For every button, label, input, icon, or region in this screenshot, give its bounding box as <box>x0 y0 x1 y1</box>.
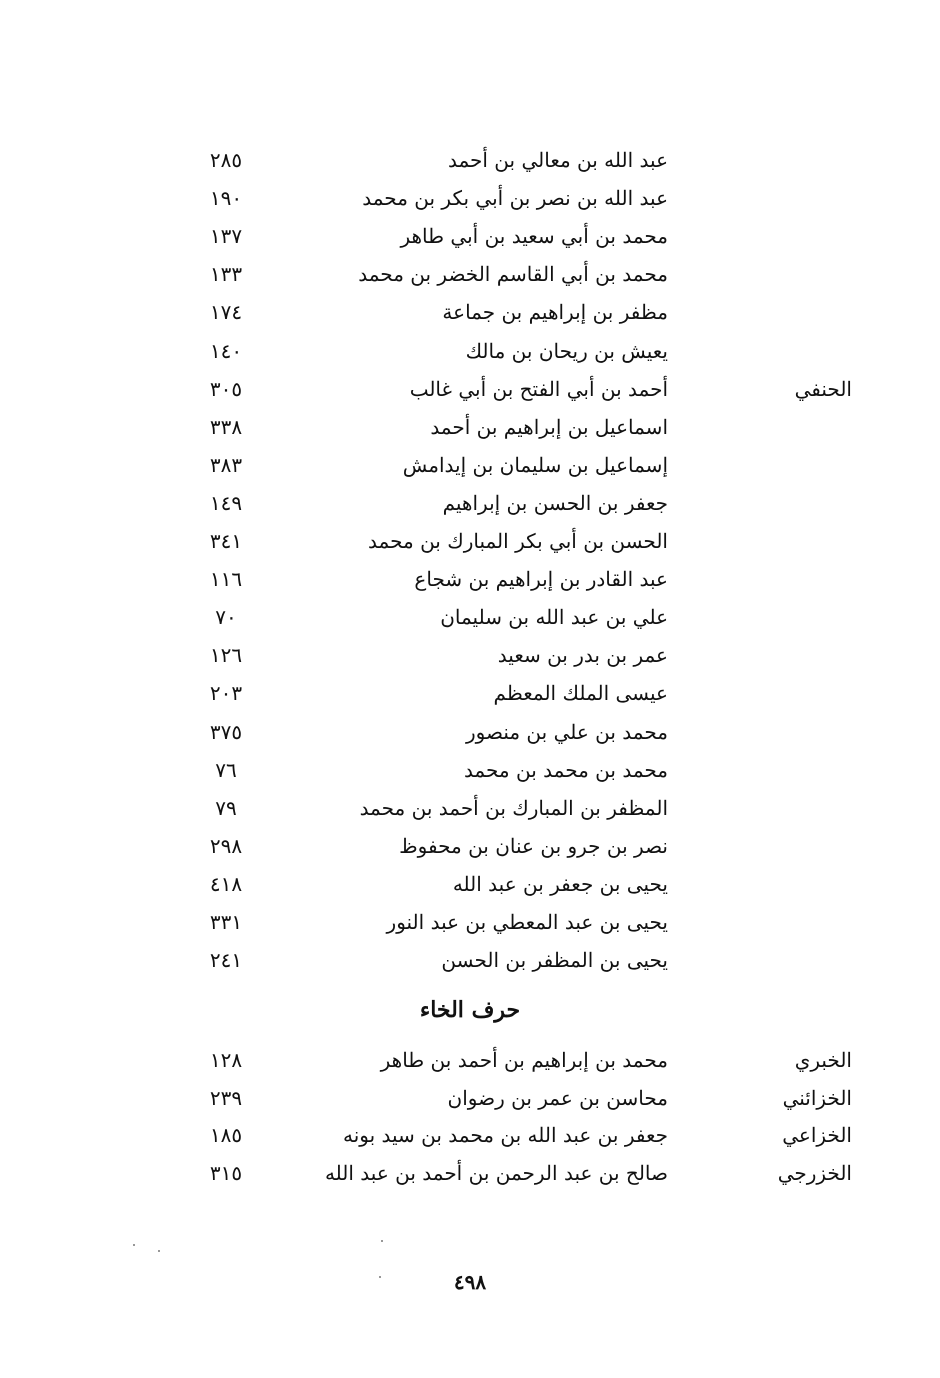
index-entry <box>0 1161 940 1199</box>
index-entry <box>0 681 940 719</box>
index-entry <box>0 339 940 377</box>
entry-name: إسماعيل بن سليمان بن إيدامش <box>402 452 668 477</box>
index-entry <box>0 605 940 643</box>
index-entry <box>0 377 940 415</box>
page-number: ٤٩٨ <box>453 1270 487 1294</box>
entry-name: جعفر بن الحسن بن إبراهيم <box>442 490 668 515</box>
entry-page-number: ١٧٤ <box>209 300 243 325</box>
entry-page-number: ١٢٨ <box>209 1048 243 1072</box>
scan-speck <box>133 1244 135 1246</box>
entry-name: عيسى الملك المعظم <box>493 681 668 706</box>
entry-name: يحيى بن جعفر بن عبد الله <box>452 871 668 896</box>
entry-name: محاسن بن عمر بن رضوان <box>447 1085 668 1110</box>
index-entry <box>0 910 940 948</box>
entry-page-number: ٣٣١ <box>209 910 243 934</box>
entry-page-number: ٣٠٥ <box>209 376 243 401</box>
entry-nisba: الخزاعي <box>782 1123 852 1148</box>
entry-page-number: ١١٦ <box>209 567 243 592</box>
entry-name: جعفر بن عبد الله بن محمد بن سيد بونه <box>342 1123 668 1148</box>
entry-page-number: ١٤٠ <box>209 338 243 363</box>
entry-page-number: ٣١٥ <box>209 1161 243 1186</box>
index-entry <box>0 453 940 491</box>
index-entry <box>0 720 940 758</box>
entry-nisba: الخزرجي <box>777 1161 852 1186</box>
index-entry <box>0 1123 940 1161</box>
entry-page-number: ٧٩ <box>215 795 237 820</box>
entry-name: علي بن عبد الله بن سليمان <box>440 605 668 630</box>
entry-name: نصر بن جرو بن عنان بن محفوظ <box>399 833 668 858</box>
entry-page-number: ٧٦ <box>215 757 237 782</box>
index-entry <box>0 300 940 338</box>
entry-name: الحسن بن أبي بكر المبارك بن محمد <box>368 529 668 553</box>
entry-page-number: ٣٤١ <box>209 529 243 553</box>
entry-name: محمد بن علي بن منصور <box>465 719 668 744</box>
entry-name: عبد القادر بن إبراهيم بن شجاع <box>414 567 668 592</box>
entry-nisba: الخبري <box>794 1048 852 1072</box>
index-entry <box>0 948 940 986</box>
entry-page-number: ٧٠ <box>215 605 237 630</box>
entry-name: المظفر بن المبارك بن أحمد بن محمد <box>359 795 668 820</box>
index-entry <box>0 834 940 872</box>
entry-page-number: ٤١٨ <box>209 871 243 896</box>
entry-name: محمد بن إبراهيم بن أحمد بن طاهر <box>380 1048 668 1072</box>
entry-name: عبد الله بن نصر بن أبي بكر بن محمد <box>362 186 668 211</box>
entry-page-number: ١٢٦ <box>209 643 243 668</box>
entry-page-number: ١٩٠ <box>209 186 243 211</box>
entry-page-number: ١٣٧ <box>209 224 243 249</box>
entry-name: محمد بن أبي القاسم الخضر بن محمد <box>358 262 668 287</box>
entry-nisba: الحنفي <box>794 376 852 401</box>
entry-name: أحمد بن أبي الفتح بن أبي غالب <box>409 376 668 401</box>
index-entry <box>0 872 940 910</box>
entry-name: مظفر بن إبراهيم بن جماعة <box>442 300 668 325</box>
index-entry <box>0 796 940 834</box>
index-entry <box>0 567 940 605</box>
entry-name: يحيى بن عبد المعطي بن عبد النور <box>386 910 668 934</box>
entry-page-number: ٢٩٨ <box>209 833 243 858</box>
entry-name: صالح بن عبد الرحمن بن أحمد بن عبد الله <box>324 1161 668 1186</box>
entry-page-number: ٣٧٥ <box>209 719 243 744</box>
entry-name: اسماعيل بن إبراهيم بن أحمد <box>430 414 668 439</box>
entry-name: عمر بن بدر بن سعيد <box>497 643 668 668</box>
section-heading: حرف الخاء <box>419 997 521 1023</box>
entry-page-number: ٣٨٣ <box>209 452 243 477</box>
entry-name: يحيى بن المظفر بن الحسن <box>441 948 668 973</box>
index-entry <box>0 529 940 567</box>
entry-nisba: الخزائني <box>782 1085 852 1110</box>
index-entry <box>0 186 940 224</box>
entry-name: محمد بن محمد بن محمد <box>463 757 668 782</box>
index-entry <box>0 224 940 262</box>
entry-name: محمد بن أبي سعيد بن أبي طاهر <box>400 224 668 249</box>
index-entry <box>0 1086 940 1124</box>
index-entry <box>0 415 940 453</box>
index-entry <box>0 643 940 681</box>
index-entry <box>0 148 940 186</box>
index-entry <box>0 758 940 796</box>
entry-page-number: ٢٨٥ <box>209 148 243 172</box>
entry-page-number: ١٤٩ <box>209 490 243 515</box>
entry-page-number: ٢٤١ <box>209 948 243 973</box>
entry-name: يعيش بن ريحان بن مالك <box>465 338 668 363</box>
entry-page-number: ٢٠٣ <box>209 681 243 706</box>
index-entry <box>0 491 940 529</box>
scan-speck <box>379 1276 381 1278</box>
entry-name: عبد الله بن معالي بن أحمد <box>447 148 668 172</box>
entry-page-number: ١٣٣ <box>209 262 243 287</box>
entry-page-number: ٢٣٩ <box>209 1085 243 1110</box>
index-entry <box>0 1048 940 1086</box>
entry-page-number: ١٨٥ <box>209 1123 243 1148</box>
index-entry <box>0 262 940 300</box>
entry-page-number: ٣٣٨ <box>209 414 243 439</box>
scan-speck <box>158 1250 160 1252</box>
scan-speck <box>381 1240 383 1242</box>
